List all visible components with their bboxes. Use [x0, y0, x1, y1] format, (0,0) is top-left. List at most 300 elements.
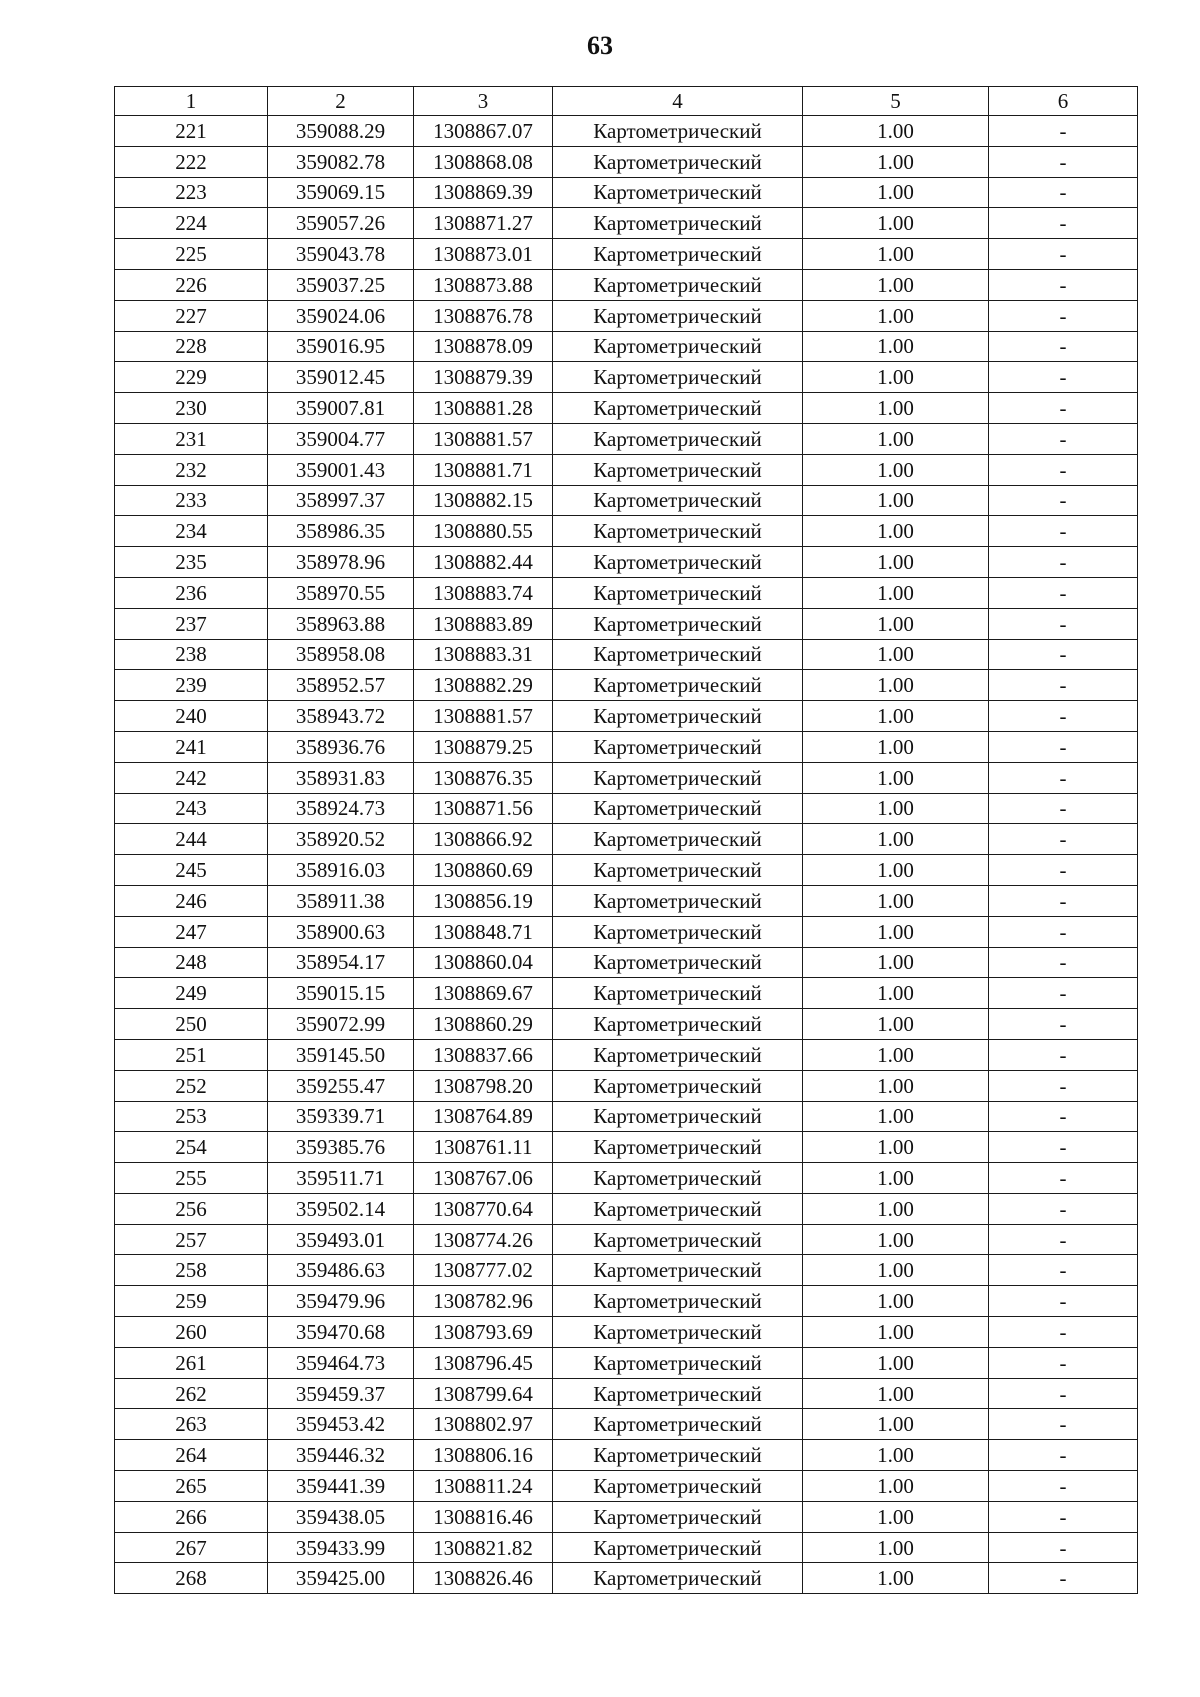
cell-point-number: 236 [115, 577, 268, 608]
cell-note: - [989, 1070, 1138, 1101]
cell-method: Картометрический [553, 1409, 803, 1440]
cell-coord-x: 359007.81 [268, 393, 414, 424]
cell-note: - [989, 454, 1138, 485]
cell-accuracy: 1.00 [803, 577, 989, 608]
cell-accuracy: 1.00 [803, 1563, 989, 1594]
cell-accuracy: 1.00 [803, 300, 989, 331]
cell-coord-y: 1308821.82 [414, 1532, 553, 1563]
cell-coord-y: 1308882.44 [414, 547, 553, 578]
cell-accuracy: 1.00 [803, 1378, 989, 1409]
cell-coord-x: 358970.55 [268, 577, 414, 608]
coordinates-table [114, 86, 1138, 1594]
cell-point-number: 255 [115, 1163, 268, 1194]
cell-point-number: 244 [115, 824, 268, 855]
cell-coord-x: 359425.00 [268, 1563, 414, 1594]
cell-coord-x: 359493.01 [268, 1224, 414, 1255]
cell-accuracy: 1.00 [803, 269, 989, 300]
table-row [115, 547, 1138, 578]
cell-method: Картометрический [553, 1039, 803, 1070]
header-cell-3: 3 [414, 87, 553, 116]
cell-point-number: 266 [115, 1501, 268, 1532]
cell-method: Картометрический [553, 916, 803, 947]
table-row [115, 793, 1138, 824]
cell-coord-y: 1308881.57 [414, 423, 553, 454]
cell-accuracy: 1.00 [803, 1440, 989, 1471]
table-row [115, 978, 1138, 1009]
cell-coord-x: 359145.50 [268, 1039, 414, 1070]
cell-note: - [989, 670, 1138, 701]
cell-method: Картометрический [553, 1070, 803, 1101]
cell-coord-x: 359001.43 [268, 454, 414, 485]
cell-accuracy: 1.00 [803, 762, 989, 793]
cell-coord-y: 1308871.27 [414, 208, 553, 239]
cell-accuracy: 1.00 [803, 362, 989, 393]
cell-accuracy: 1.00 [803, 1009, 989, 1040]
cell-accuracy: 1.00 [803, 177, 989, 208]
table-row [115, 1255, 1138, 1286]
table-row [115, 1378, 1138, 1409]
cell-note: - [989, 1009, 1138, 1040]
cell-note: - [989, 916, 1138, 947]
cell-note: - [989, 885, 1138, 916]
cell-method: Картометрический [553, 177, 803, 208]
cell-point-number: 254 [115, 1132, 268, 1163]
cell-method: Картометрический [553, 239, 803, 270]
table-row [115, 1009, 1138, 1040]
cell-coord-y: 1308882.29 [414, 670, 553, 701]
cell-coord-x: 358911.38 [268, 885, 414, 916]
table-row [115, 670, 1138, 701]
cell-coord-x: 359486.63 [268, 1255, 414, 1286]
table-row [115, 146, 1138, 177]
cell-method: Картометрический [553, 885, 803, 916]
cell-note: - [989, 1347, 1138, 1378]
table-row [115, 577, 1138, 608]
cell-coord-x: 359453.42 [268, 1409, 414, 1440]
table-row [115, 300, 1138, 331]
table-row [115, 1193, 1138, 1224]
cell-point-number: 248 [115, 947, 268, 978]
cell-coord-y: 1308811.24 [414, 1471, 553, 1502]
cell-coord-x: 359069.15 [268, 177, 414, 208]
cell-point-number: 260 [115, 1317, 268, 1348]
cell-coord-y: 1308883.89 [414, 608, 553, 639]
cell-point-number: 257 [115, 1224, 268, 1255]
cell-coord-x: 359438.05 [268, 1501, 414, 1532]
cell-accuracy: 1.00 [803, 978, 989, 1009]
cell-coord-y: 1308869.39 [414, 177, 553, 208]
cell-coord-x: 359385.76 [268, 1132, 414, 1163]
cell-note: - [989, 239, 1138, 270]
cell-method: Картометрический [553, 547, 803, 578]
cell-method: Картометрический [553, 1563, 803, 1594]
cell-coord-y: 1308764.89 [414, 1101, 553, 1132]
cell-note: - [989, 947, 1138, 978]
cell-coord-y: 1308774.26 [414, 1224, 553, 1255]
cell-accuracy: 1.00 [803, 916, 989, 947]
cell-accuracy: 1.00 [803, 1471, 989, 1502]
table-header [115, 87, 1138, 116]
cell-note: - [989, 331, 1138, 362]
cell-note: - [989, 208, 1138, 239]
cell-coord-y: 1308868.08 [414, 146, 553, 177]
cell-accuracy: 1.00 [803, 1070, 989, 1101]
cell-point-number: 225 [115, 239, 268, 270]
cell-note: - [989, 269, 1138, 300]
cell-method: Картометрический [553, 269, 803, 300]
cell-accuracy: 1.00 [803, 1224, 989, 1255]
table-row [115, 331, 1138, 362]
cell-coord-x: 358958.08 [268, 639, 414, 670]
cell-coord-x: 358978.96 [268, 547, 414, 578]
cell-note: - [989, 146, 1138, 177]
cell-coord-y: 1308837.66 [414, 1039, 553, 1070]
cell-coord-y: 1308770.64 [414, 1193, 553, 1224]
cell-accuracy: 1.00 [803, 516, 989, 547]
cell-accuracy: 1.00 [803, 608, 989, 639]
cell-method: Картометрический [553, 1193, 803, 1224]
cell-coord-x: 359511.71 [268, 1163, 414, 1194]
cell-note: - [989, 1255, 1138, 1286]
table-row [115, 701, 1138, 732]
cell-note: - [989, 423, 1138, 454]
cell-method: Картометрический [553, 331, 803, 362]
cell-accuracy: 1.00 [803, 1193, 989, 1224]
cell-coord-y: 1308876.78 [414, 300, 553, 331]
cell-coord-x: 359088.29 [268, 116, 414, 147]
cell-note: - [989, 1409, 1138, 1440]
cell-method: Картометрический [553, 423, 803, 454]
cell-note: - [989, 116, 1138, 147]
cell-coord-x: 359004.77 [268, 423, 414, 454]
cell-method: Картометрический [553, 1317, 803, 1348]
table-row [115, 762, 1138, 793]
cell-point-number: 246 [115, 885, 268, 916]
cell-coord-x: 359072.99 [268, 1009, 414, 1040]
cell-coord-y: 1308816.46 [414, 1501, 553, 1532]
cell-note: - [989, 300, 1138, 331]
cell-coord-y: 1308871.56 [414, 793, 553, 824]
cell-point-number: 242 [115, 762, 268, 793]
cell-note: - [989, 1471, 1138, 1502]
cell-note: - [989, 793, 1138, 824]
cell-note: - [989, 1286, 1138, 1317]
cell-note: - [989, 855, 1138, 886]
cell-coord-x: 359441.39 [268, 1471, 414, 1502]
cell-coord-x: 358963.88 [268, 608, 414, 639]
cell-coord-y: 1308761.11 [414, 1132, 553, 1163]
table-row [115, 208, 1138, 239]
cell-point-number: 268 [115, 1563, 268, 1594]
cell-point-number: 230 [115, 393, 268, 424]
cell-method: Картометрический [553, 1378, 803, 1409]
table-row [115, 1070, 1138, 1101]
cell-coord-x: 359255.47 [268, 1070, 414, 1101]
cell-point-number: 252 [115, 1070, 268, 1101]
cell-coord-x: 358954.17 [268, 947, 414, 978]
cell-method: Картометрический [553, 393, 803, 424]
cell-point-number: 223 [115, 177, 268, 208]
table-row [115, 1224, 1138, 1255]
cell-note: - [989, 701, 1138, 732]
cell-accuracy: 1.00 [803, 208, 989, 239]
cell-coord-x: 359502.14 [268, 1193, 414, 1224]
cell-note: - [989, 1132, 1138, 1163]
cell-accuracy: 1.00 [803, 947, 989, 978]
cell-note: - [989, 1501, 1138, 1532]
cell-coord-y: 1308873.88 [414, 269, 553, 300]
cell-method: Картометрический [553, 1440, 803, 1471]
cell-method: Картометрический [553, 1224, 803, 1255]
table-row [115, 239, 1138, 270]
cell-coord-y: 1308798.20 [414, 1070, 553, 1101]
cell-method: Картометрический [553, 1286, 803, 1317]
header-cell-5: 5 [803, 87, 989, 116]
table-row [115, 731, 1138, 762]
cell-note: - [989, 1224, 1138, 1255]
cell-accuracy: 1.00 [803, 639, 989, 670]
cell-accuracy: 1.00 [803, 1532, 989, 1563]
cell-note: - [989, 762, 1138, 793]
cell-accuracy: 1.00 [803, 855, 989, 886]
cell-method: Картометрический [553, 577, 803, 608]
table-row [115, 423, 1138, 454]
cell-note: - [989, 639, 1138, 670]
cell-coord-x: 358924.73 [268, 793, 414, 824]
table-row [115, 1563, 1138, 1594]
cell-coord-x: 359470.68 [268, 1317, 414, 1348]
cell-point-number: 229 [115, 362, 268, 393]
table-row [115, 639, 1138, 670]
cell-coord-y: 1308873.01 [414, 239, 553, 270]
table-row [115, 885, 1138, 916]
cell-coord-x: 359433.99 [268, 1532, 414, 1563]
cell-method: Картометрический [553, 670, 803, 701]
cell-point-number: 262 [115, 1378, 268, 1409]
header-cell-1: 1 [115, 87, 268, 116]
cell-coord-y: 1308879.39 [414, 362, 553, 393]
cell-method: Картометрический [553, 855, 803, 886]
cell-accuracy: 1.00 [803, 670, 989, 701]
cell-accuracy: 1.00 [803, 731, 989, 762]
table-row [115, 855, 1138, 886]
cell-coord-y: 1308881.57 [414, 701, 553, 732]
cell-coord-x: 359339.71 [268, 1101, 414, 1132]
table-row [115, 1039, 1138, 1070]
table-row [115, 177, 1138, 208]
cell-accuracy: 1.00 [803, 547, 989, 578]
cell-method: Картометрический [553, 1163, 803, 1194]
cell-accuracy: 1.00 [803, 1286, 989, 1317]
cell-coord-x: 358943.72 [268, 701, 414, 732]
table-row [115, 1440, 1138, 1471]
cell-point-number: 256 [115, 1193, 268, 1224]
cell-coord-y: 1308881.28 [414, 393, 553, 424]
cell-note: - [989, 1163, 1138, 1194]
cell-point-number: 267 [115, 1532, 268, 1563]
cell-point-number: 234 [115, 516, 268, 547]
cell-accuracy: 1.00 [803, 423, 989, 454]
cell-coord-y: 1308876.35 [414, 762, 553, 793]
cell-note: - [989, 1378, 1138, 1409]
cell-note: - [989, 1317, 1138, 1348]
cell-accuracy: 1.00 [803, 146, 989, 177]
cell-coord-y: 1308879.25 [414, 731, 553, 762]
cell-point-number: 233 [115, 485, 268, 516]
cell-accuracy: 1.00 [803, 1039, 989, 1070]
cell-method: Картометрический [553, 485, 803, 516]
cell-point-number: 239 [115, 670, 268, 701]
cell-note: - [989, 1101, 1138, 1132]
cell-note: - [989, 177, 1138, 208]
cell-point-number: 249 [115, 978, 268, 1009]
cell-point-number: 247 [115, 916, 268, 947]
cell-method: Картометрический [553, 1347, 803, 1378]
table-row [115, 1532, 1138, 1563]
table-body [115, 116, 1138, 1594]
cell-coord-y: 1308860.69 [414, 855, 553, 886]
cell-accuracy: 1.00 [803, 485, 989, 516]
cell-method: Картометрический [553, 1255, 803, 1286]
cell-coord-x: 359015.15 [268, 978, 414, 1009]
cell-coord-y: 1308777.02 [414, 1255, 553, 1286]
cell-coord-x: 358986.35 [268, 516, 414, 547]
cell-coord-x: 359016.95 [268, 331, 414, 362]
cell-note: - [989, 485, 1138, 516]
cell-coord-y: 1308866.92 [414, 824, 553, 855]
cell-point-number: 222 [115, 146, 268, 177]
cell-coord-x: 359464.73 [268, 1347, 414, 1378]
cell-method: Картометрический [553, 454, 803, 485]
cell-coord-y: 1308806.16 [414, 1440, 553, 1471]
table-row [115, 516, 1138, 547]
cell-method: Картометрический [553, 1471, 803, 1502]
cell-point-number: 258 [115, 1255, 268, 1286]
cell-point-number: 253 [115, 1101, 268, 1132]
cell-method: Картометрический [553, 362, 803, 393]
cell-point-number: 238 [115, 639, 268, 670]
cell-method: Картометрический [553, 1101, 803, 1132]
cell-coord-x: 359057.26 [268, 208, 414, 239]
cell-coord-y: 1308826.46 [414, 1563, 553, 1594]
cell-coord-y: 1308796.45 [414, 1347, 553, 1378]
cell-note: - [989, 731, 1138, 762]
cell-method: Картометрический [553, 146, 803, 177]
cell-coord-y: 1308880.55 [414, 516, 553, 547]
cell-accuracy: 1.00 [803, 239, 989, 270]
cell-coord-y: 1308860.29 [414, 1009, 553, 1040]
cell-coord-y: 1308848.71 [414, 916, 553, 947]
table-row [115, 1501, 1138, 1532]
cell-point-number: 224 [115, 208, 268, 239]
cell-point-number: 232 [115, 454, 268, 485]
cell-method: Картометрический [553, 701, 803, 732]
cell-point-number: 237 [115, 608, 268, 639]
cell-point-number: 228 [115, 331, 268, 362]
cell-coord-y: 1308793.69 [414, 1317, 553, 1348]
cell-coord-x: 359479.96 [268, 1286, 414, 1317]
table-row [115, 1132, 1138, 1163]
cell-coord-x: 359459.37 [268, 1378, 414, 1409]
cell-method: Картометрический [553, 978, 803, 1009]
cell-accuracy: 1.00 [803, 1347, 989, 1378]
cell-note: - [989, 547, 1138, 578]
cell-method: Картометрический [553, 762, 803, 793]
cell-note: - [989, 1532, 1138, 1563]
table-row [115, 824, 1138, 855]
cell-note: - [989, 1193, 1138, 1224]
cell-coord-x: 358936.76 [268, 731, 414, 762]
cell-accuracy: 1.00 [803, 1163, 989, 1194]
cell-method: Картометрический [553, 1009, 803, 1040]
cell-accuracy: 1.00 [803, 885, 989, 916]
cell-method: Картометрический [553, 639, 803, 670]
cell-coord-y: 1308882.15 [414, 485, 553, 516]
cell-accuracy: 1.00 [803, 824, 989, 855]
table-row [115, 1347, 1138, 1378]
header-cell-6: 6 [989, 87, 1138, 116]
cell-method: Картометрический [553, 516, 803, 547]
cell-note: - [989, 608, 1138, 639]
cell-coord-x: 359043.78 [268, 239, 414, 270]
table-row [115, 1286, 1138, 1317]
cell-point-number: 251 [115, 1039, 268, 1070]
cell-coord-x: 358900.63 [268, 916, 414, 947]
cell-note: - [989, 362, 1138, 393]
cell-method: Картометрический [553, 1532, 803, 1563]
cell-point-number: 245 [115, 855, 268, 886]
table-row [115, 116, 1138, 147]
table-row [115, 362, 1138, 393]
cell-coord-x: 358931.83 [268, 762, 414, 793]
cell-coord-y: 1308856.19 [414, 885, 553, 916]
table-row [115, 393, 1138, 424]
cell-note: - [989, 1440, 1138, 1471]
header-cell-4: 4 [553, 87, 803, 116]
table-row [115, 1317, 1138, 1348]
cell-point-number: 243 [115, 793, 268, 824]
cell-point-number: 235 [115, 547, 268, 578]
cell-point-number: 259 [115, 1286, 268, 1317]
table-row [115, 269, 1138, 300]
cell-coord-y: 1308860.04 [414, 947, 553, 978]
cell-note: - [989, 824, 1138, 855]
cell-note: - [989, 978, 1138, 1009]
cell-point-number: 221 [115, 116, 268, 147]
cell-method: Картометрический [553, 608, 803, 639]
cell-accuracy: 1.00 [803, 116, 989, 147]
header-cell-2: 2 [268, 87, 414, 116]
cell-accuracy: 1.00 [803, 1501, 989, 1532]
cell-coord-x: 359037.25 [268, 269, 414, 300]
cell-point-number: 227 [115, 300, 268, 331]
cell-note: - [989, 1563, 1138, 1594]
cell-coord-x: 358920.52 [268, 824, 414, 855]
cell-coord-y: 1308869.67 [414, 978, 553, 1009]
cell-method: Картометрический [553, 824, 803, 855]
page-number: 63 [587, 31, 613, 60]
cell-coord-x: 359446.32 [268, 1440, 414, 1471]
cell-note: - [989, 393, 1138, 424]
cell-point-number: 231 [115, 423, 268, 454]
cell-accuracy: 1.00 [803, 793, 989, 824]
cell-coord-y: 1308867.07 [414, 116, 553, 147]
cell-method: Картометрический [553, 1501, 803, 1532]
cell-accuracy: 1.00 [803, 1132, 989, 1163]
table-row [115, 608, 1138, 639]
table-row [115, 1471, 1138, 1502]
cell-coord-y: 1308802.97 [414, 1409, 553, 1440]
